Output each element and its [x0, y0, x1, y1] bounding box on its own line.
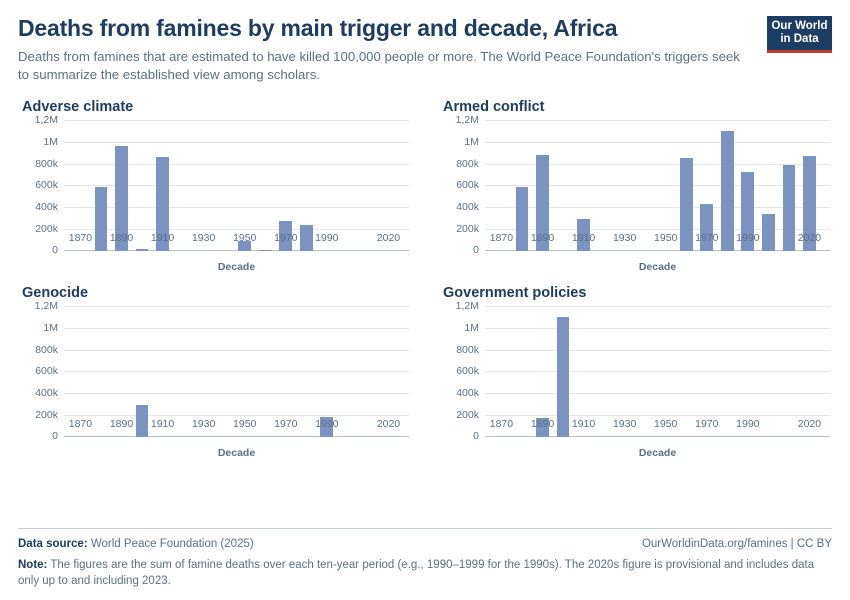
chart-panel-2: [439, 99, 832, 273]
plot-area: [439, 300, 832, 460]
chart-panel-title: Armed conflict: [443, 99, 545, 116]
chart-panel-title: Genocide: [22, 285, 89, 302]
source-url[interactable]: OurWorldinData.org/famines | CC BY: [641, 537, 832, 550]
x-axis-tick-label: 1890: [109, 232, 134, 245]
chart-header: [18, 16, 832, 85]
x-axis-tick-label: 1870: [68, 418, 93, 431]
chart-panel-title: Adverse climate: [22, 99, 134, 116]
y-axis-tick-label: 200k: [456, 408, 479, 421]
x-axis-label: Decade: [217, 447, 256, 460]
chart-panel-4: [439, 285, 832, 459]
chart-panel-3: [18, 285, 411, 459]
x-axis: [485, 229, 830, 251]
y-axis-tick-label: 400k: [35, 386, 58, 399]
x-axis-tick-label: 1950: [654, 232, 678, 245]
x-axis-tick-label: 1990: [315, 418, 339, 431]
x-axis-tick-label: 2020: [376, 418, 401, 431]
data-source-value: World Peace Foundation (2025): [90, 537, 254, 550]
y-axis-tick-label: 0: [52, 244, 58, 257]
y-axis-tick-label: 200k: [35, 222, 58, 235]
x-axis-label: Decade: [638, 261, 677, 274]
x-axis-tick-label: 1910: [150, 418, 175, 431]
y-axis-tick-label: 200k: [35, 408, 58, 421]
y-axis-tick-label: 600k: [35, 179, 58, 192]
x-axis-tick-label: 1910: [150, 232, 175, 245]
x-axis-tick-label: 2020: [797, 232, 822, 245]
y-axis-tick-label: 0: [473, 244, 479, 257]
y-axis-tick-label: 200k: [456, 222, 479, 235]
logo-line-1: Our World: [771, 20, 828, 32]
x-axis-tick-label: 1970: [695, 418, 719, 431]
y-axis-tick-label: 1M: [464, 321, 479, 334]
chart-panel-1: [18, 99, 411, 273]
x-axis-tick-label: 1930: [612, 418, 637, 431]
x-axis-tick-label: 1990: [315, 232, 339, 245]
y-axis-tick-label: 600k: [456, 365, 479, 378]
x-axis-tick-label: 1950: [654, 418, 678, 431]
y-axis-tick-label: 1,2M: [34, 300, 58, 313]
x-axis: [64, 415, 409, 437]
x-axis: [485, 415, 830, 437]
y-axis-tick-label: 400k: [456, 200, 479, 213]
x-axis-tick-label: 1970: [274, 418, 298, 431]
x-axis-label: Decade: [638, 447, 677, 460]
plot-area: [439, 114, 832, 274]
x-axis-tick-label: 1890: [109, 418, 134, 431]
x-axis: [64, 229, 409, 251]
y-axis-tick-label: 400k: [456, 386, 479, 399]
y-axis-tick-label: 800k: [456, 343, 479, 356]
plot-area: [18, 114, 411, 274]
y-axis-tick-label: 1M: [464, 135, 479, 148]
chart-footer: [18, 528, 832, 590]
logo-line-2: in Data: [780, 32, 819, 45]
y-axis-tick-label: 800k: [456, 157, 479, 170]
x-axis-tick-label: 1930: [191, 232, 216, 245]
chart-grid: [18, 99, 832, 459]
page-subtitle: Deaths from famines that are estimated to have killed 100,000 people or more. The World Peace Foundation's triggers seek to summarize the established view among scholars.: [18, 48, 740, 83]
y-axis-tick-label: 400k: [35, 200, 58, 213]
y-axis-tick-label: 0: [52, 430, 58, 443]
y-axis-tick-label: 600k: [35, 365, 58, 378]
y-axis-tick-label: 800k: [35, 343, 58, 356]
x-axis-tick-label: 1870: [489, 418, 514, 431]
footer-note: [18, 557, 828, 590]
page-title: Deaths from famines by main trigger and decade, Africa: [18, 15, 618, 41]
x-axis-tick-label: 1970: [695, 232, 719, 245]
x-axis-tick-label: 2020: [797, 418, 822, 431]
y-axis-tick-label: 1,2M: [455, 114, 479, 127]
x-axis-tick-label: 1910: [571, 418, 596, 431]
data-source: [18, 536, 254, 553]
x-axis-tick-label: 1950: [233, 418, 257, 431]
y-axis-tick-label: 600k: [456, 179, 479, 192]
our-world-in-data-logo[interactable]: [767, 16, 832, 53]
y-axis-tick-label: 1,2M: [34, 114, 58, 127]
x-axis-label: Decade: [217, 261, 256, 274]
x-axis-tick-label: 1890: [530, 418, 555, 431]
y-axis-tick-label: 1,2M: [455, 300, 479, 313]
plot-area: [18, 300, 411, 460]
x-axis-tick-label: 1930: [612, 232, 637, 245]
x-axis-tick-label: 1870: [489, 232, 514, 245]
x-axis-tick-label: 2020: [376, 232, 401, 245]
x-axis-tick-label: 1950: [233, 232, 257, 245]
x-axis-tick-label: 1990: [736, 232, 760, 245]
x-axis-tick-label: 1970: [274, 232, 298, 245]
footer-note-label: Note:: [18, 558, 48, 571]
chart-panel-title: Government policies: [443, 285, 587, 302]
y-axis-tick-label: 800k: [35, 157, 58, 170]
y-axis-tick-label: 1M: [43, 135, 58, 148]
x-axis-tick-label: 1890: [530, 232, 555, 245]
x-axis-tick-label: 1870: [68, 232, 93, 245]
x-axis-tick-label: 1930: [191, 418, 216, 431]
x-axis-tick-label: 1990: [736, 418, 760, 431]
y-axis-tick-label: 1M: [43, 321, 58, 334]
footer-note-value: The figures are the sum of famine deaths over each ten-year period (e.g., 1990–1999 for the 1990s). The 2020s figure is provisional and includes data only up to and including 2023.: [18, 558, 815, 588]
data-source-label: Data source:: [18, 537, 88, 550]
x-axis-tick-label: 1910: [571, 232, 596, 245]
y-axis-tick-label: 0: [473, 430, 479, 443]
